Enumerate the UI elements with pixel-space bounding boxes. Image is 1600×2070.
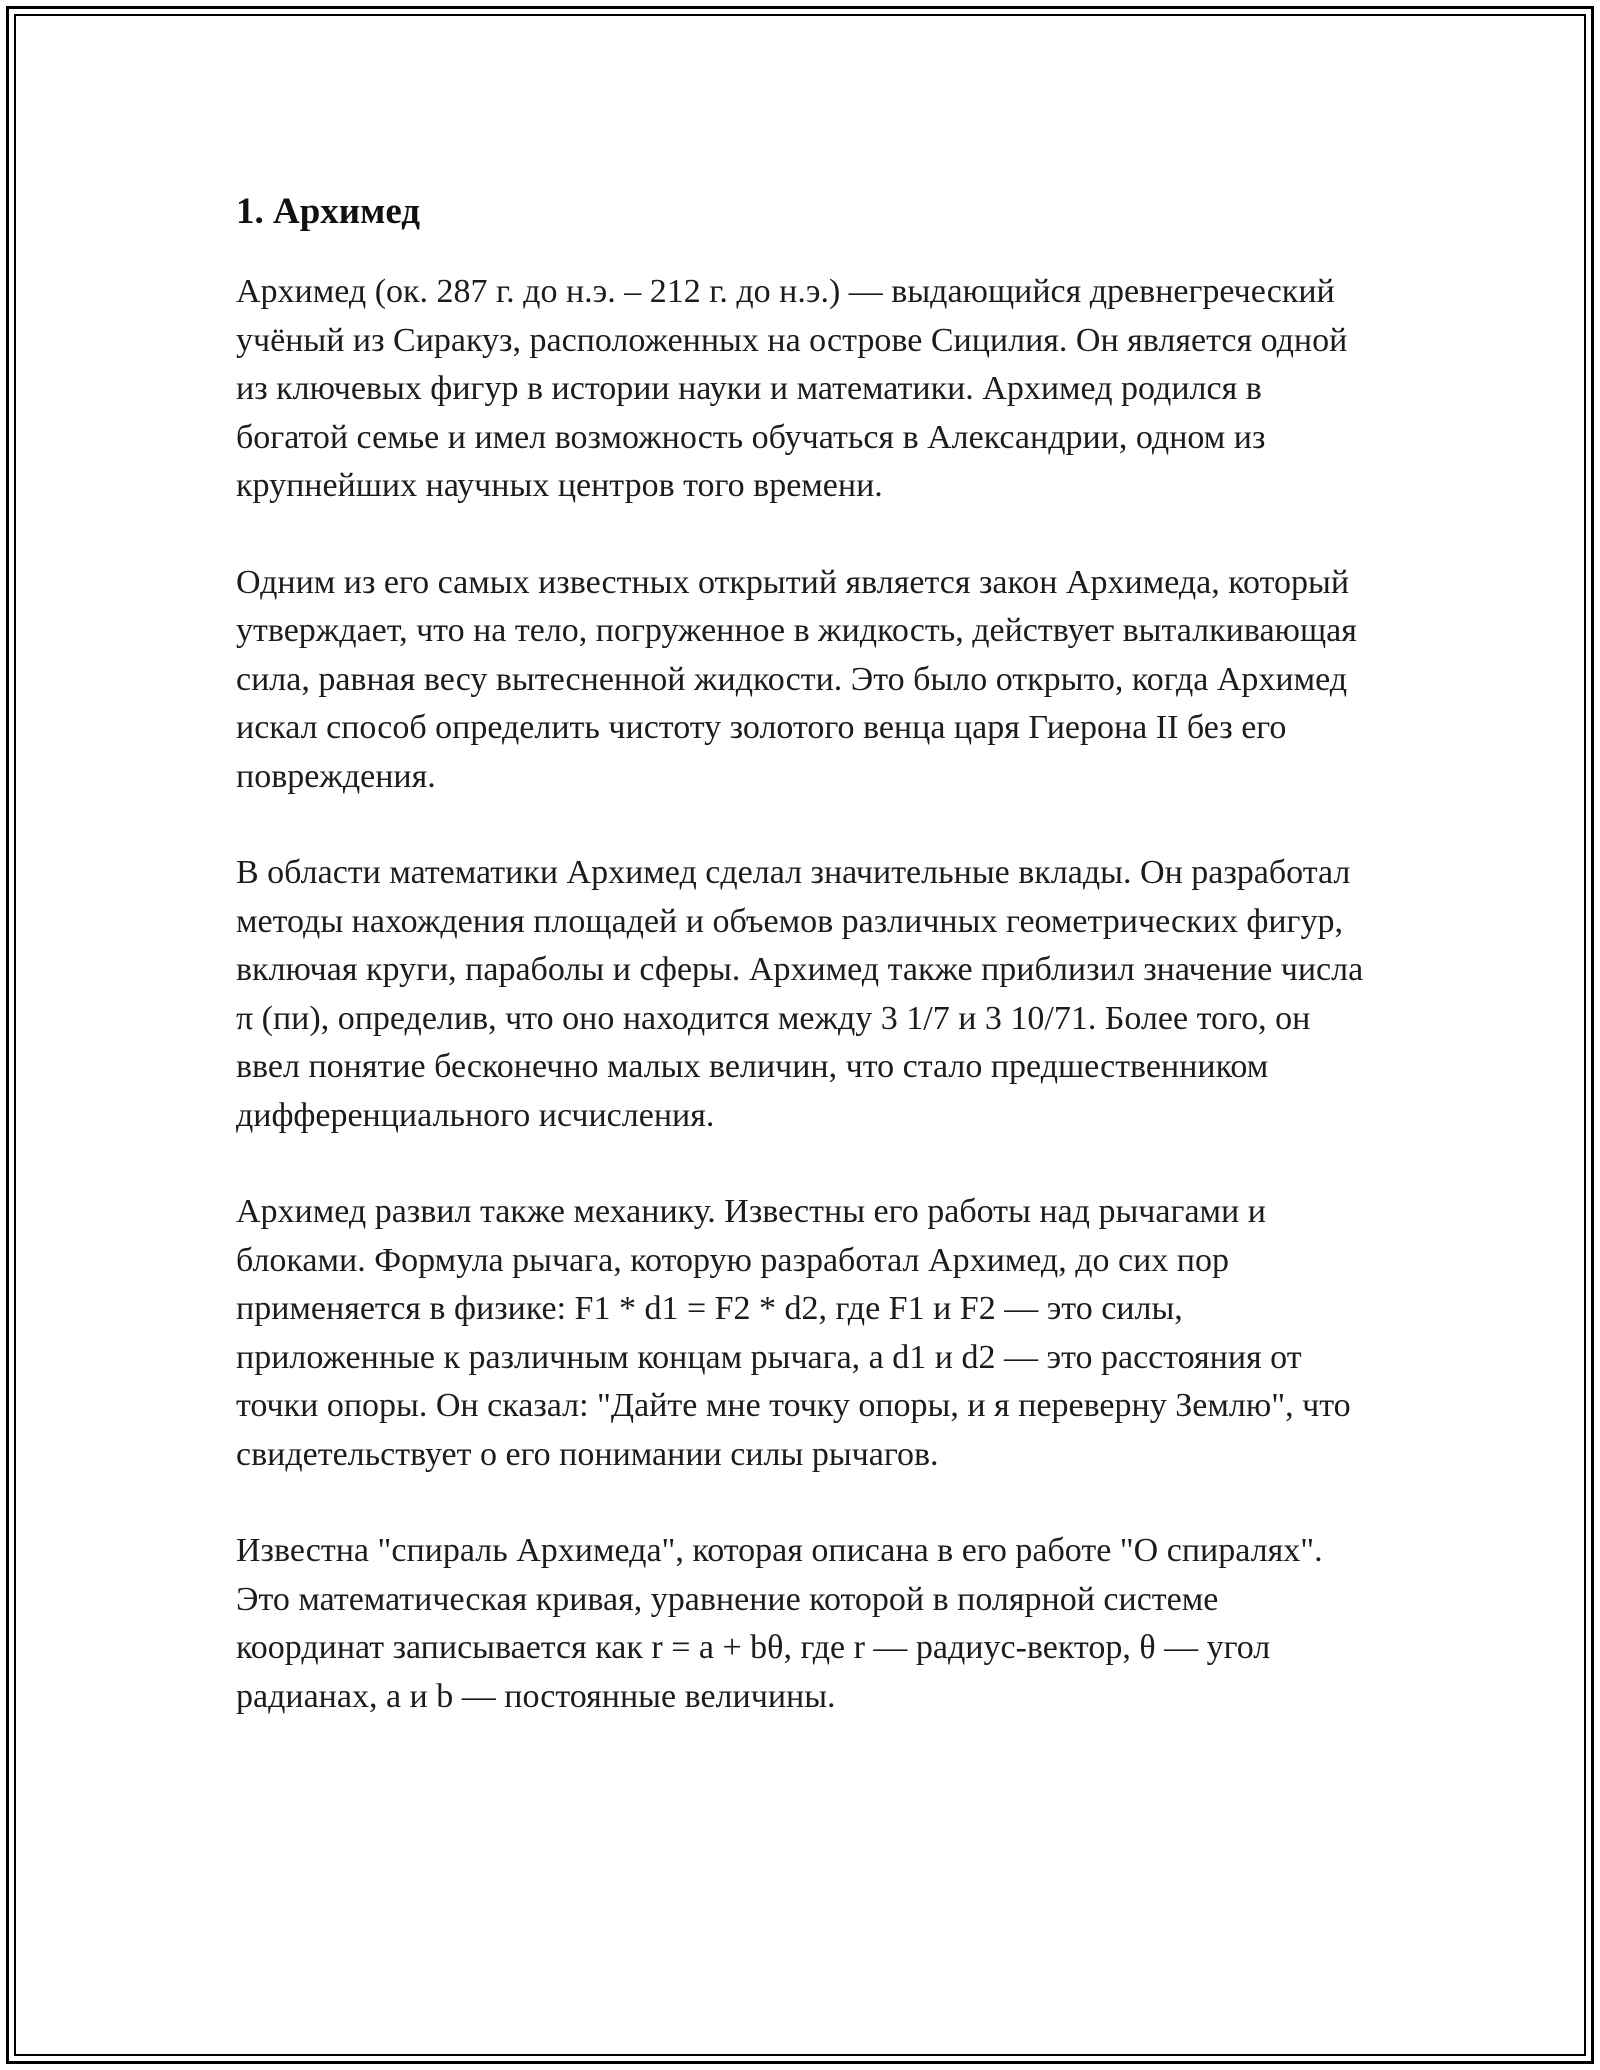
paragraph-mathematics: В области математики Архимед сделал значительные вклады. Он разработал методы нахождения площадей и объемов различных геометрических фигур, включая круги, параболы и сферы. Архимед также приблизил значение числа π (пи), определив, что оно находится между 3 1/7 и 3 10/71. Более того, он ввел понятие бесконечно малых величин, что стало предшественником дифференциального исчисления. [236,854,1364,1134]
section-heading: 1. Архимед [236,191,420,232]
paragraph-mechanics: Архимед развил также механику. Известны его работы над рычагами и блоками. Формула рычага, которую разработал Архимед, до сих пор применяется в физике: F1 * d1 = F2 * d2, где F1 и F2 — это силы, приложенные к различным концам рычага, а d1 и d2 — это расстояния от точки опоры. Он сказал: "Дайте мне точку опоры, и я переверну Землю", что свидетельствует о его понимании силы рычагов. [236,1193,1351,1473]
paragraph-biography: Архимед (ок. 287 г. до н.э. – 212 г. до н.э.) — выдающийся древнегреческий учёный из Сиракуз, расположенных на острове Сицилия. Он является одной из ключевых фигур в истории науки и математики. Архимед родился в богатой семье и имел возможность обучаться в Александрии, одном из крупнейших научных центров того времени. [236,273,1348,504]
paragraph-archimedes-law: Одним из его самых известных открытий является закон Архимеда, который утверждает, что на тело, погруженное в жидкость, действует выталкивающая сила, равная весу вытесненной жидкости. Это было открыто, когда Архимед искал способ определить чистоту золотого венца царя Гиерона II без его повреждения. [236,563,1357,795]
document-body [236,188,1364,1769]
paragraph-spiral: Известна "спираль Архимеда", которая описана в его работе "О спиралях". Это математическая кривая, уравнение которой в полярной системе координат записывается как r = a + bθ, где r — радиус-вектор, θ — угол радианах, a и b — постоянные величины. [236,1532,1323,1715]
